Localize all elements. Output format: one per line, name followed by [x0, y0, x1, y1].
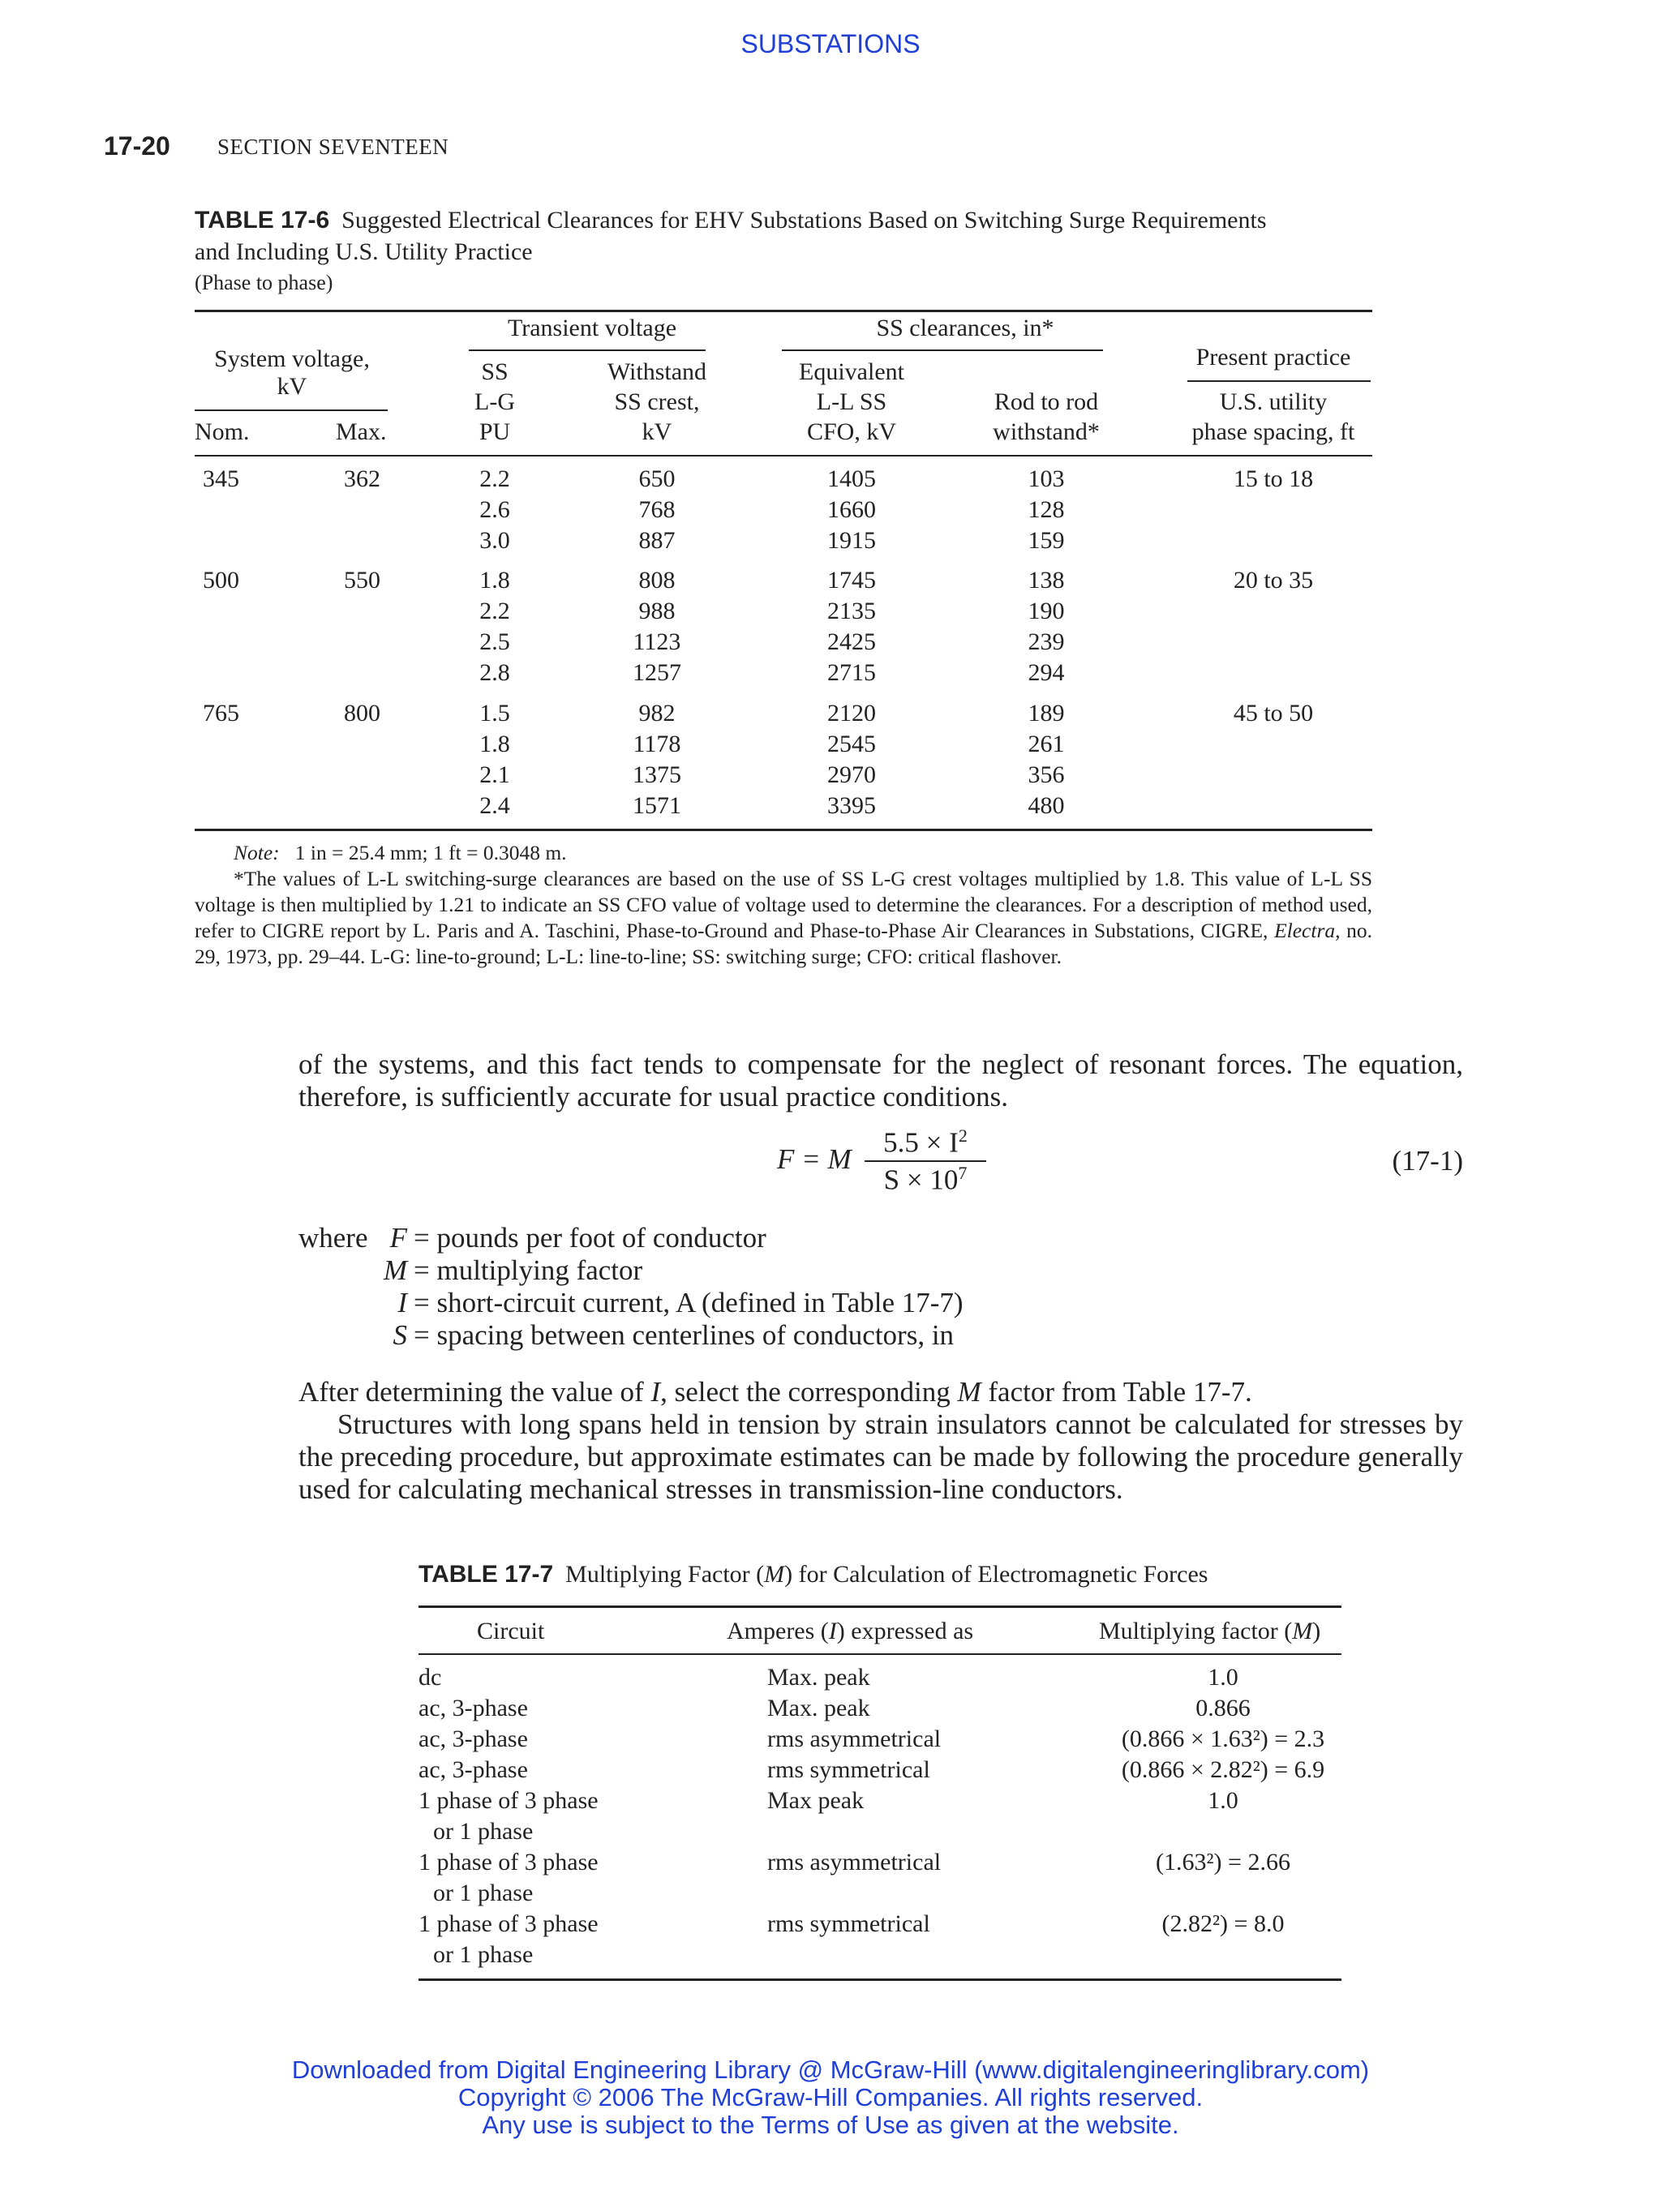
table-17-6-subtitle: (Phase to phase) [195, 271, 333, 294]
phase-spacing: 15 to 18 [1233, 465, 1314, 492]
header-transient-voltage: Transient voltage [507, 315, 677, 341]
header-equivalent-1: Equivalent [799, 358, 904, 385]
cfo-kv: 2970 [827, 761, 876, 788]
header-ss-3: PU [479, 418, 511, 445]
ss-lg-pu: 1.8 [479, 731, 510, 757]
page-number: 17-20 [104, 131, 170, 161]
rod-withstand: 189 [1028, 700, 1065, 727]
present-practice-rule [1187, 380, 1371, 382]
ss-lg-pu: 2.8 [479, 659, 510, 686]
phase-spacing: 20 to 35 [1233, 567, 1314, 594]
phase-spacing: 45 to 50 [1233, 700, 1314, 727]
withstand-crest-kv: 988 [638, 598, 676, 624]
header-us-utility-1: U.S. utility [1219, 388, 1328, 415]
definition-symbol: F [389, 1222, 407, 1254]
withstand-crest-kv: 1375 [633, 761, 681, 788]
header-ss-clearances: SS clearances, in* [876, 315, 1054, 341]
withstand-crest-kv: 1123 [633, 628, 681, 655]
section-label: SECTION SEVENTEEN [217, 135, 449, 159]
t177-title-a: Multiplying Factor ( [565, 1561, 765, 1588]
footnote-text-b: no. 29, 1973, pp. 29–44. L-G: line-to-ground; L-L: line-to-line; SS: switching surge; CFO: critical flashover. [195, 919, 1372, 968]
para1-text: of the systems, and this fact tends to compensate for the neglect of resonant forces. The equation, therefore, is sufficiently accurate for usual practice conditions. [298, 1048, 1463, 1112]
header-withstand-3: kV [642, 418, 672, 445]
t177-title-m: M [764, 1561, 785, 1588]
max-voltage: 550 [344, 567, 380, 594]
footer-download-line: Downloaded from Digital Engineering Library @ McGraw-Hill (www.digitalengineeringlibrary.com) [291, 2056, 1370, 2084]
cfo-kv: 2135 [827, 598, 876, 624]
cfo-kv: 1660 [827, 496, 876, 523]
rod-withstand: 128 [1028, 496, 1065, 523]
withstand-crest-kv: 1571 [633, 792, 681, 819]
t177-header-circuit: Circuit [477, 1618, 545, 1644]
cfo-kv: 2545 [827, 731, 876, 757]
header-rod-2: withstand* [993, 418, 1100, 445]
nom-voltage: 345 [203, 465, 239, 492]
cfo-kv: 3395 [827, 792, 876, 819]
circuit-cell-cont: or 1 phase [433, 1880, 534, 1906]
amperes-cell: rms symmetrical [767, 1910, 930, 1937]
definition-text: = spacing between centerlines of conductors, in [414, 1319, 955, 1351]
withstand-crest-kv: 768 [638, 496, 676, 523]
cfo-kv: 2120 [827, 700, 876, 727]
note-text: 1 in = 25.4 mm; 1 ft = 0.3048 m. [294, 841, 567, 864]
header-bottom-rule [195, 455, 1372, 457]
withstand-crest-kv: 808 [638, 567, 676, 594]
factor-cell: (1.63²) = 2.66 [1156, 1849, 1290, 1875]
equation-number: (17-1) [1392, 1145, 1463, 1177]
ss-lg-pu: 2.5 [479, 628, 510, 655]
footer-copyright-line: Copyright © 2006 The McGraw-Hill Companies. All rights reserved. [457, 2083, 1204, 2111]
circuit-cell-cont: or 1 phase [433, 1818, 534, 1845]
col2-b: ) expressed as [836, 1618, 974, 1644]
header-withstand-1: Withstand [607, 358, 707, 385]
amperes-cell: Max. peak [767, 1664, 870, 1691]
definition-symbol: M [383, 1254, 407, 1286]
header-max: Max. [336, 418, 387, 445]
circuit-cell: ac, 3-phase [418, 1756, 528, 1783]
withstand-crest-kv: 1257 [633, 659, 681, 686]
max-voltage: 800 [344, 700, 380, 727]
nom-voltage: 765 [203, 700, 239, 727]
cfo-kv: 2425 [827, 628, 876, 655]
factor-cell: (0.866 × 2.82²) = 6.9 [1121, 1756, 1325, 1783]
header-system-voltage-2: kV [277, 373, 307, 400]
running-head: SUBSTATIONS [740, 29, 921, 58]
circuit-cell: 1 phase of 3 phase [418, 1849, 599, 1875]
table-17-6-label: TABLE 17-6 [195, 207, 330, 234]
ss-lg-pu: 2.2 [479, 598, 510, 624]
factor-cell: (0.866 × 1.63²) = 2.3 [1121, 1725, 1325, 1752]
ss-lg-pu: 2.6 [479, 496, 510, 523]
cfo-kv: 2715 [827, 659, 876, 686]
nom-voltage: 500 [203, 567, 239, 594]
t177-top-rule [418, 1605, 1341, 1608]
denominator-text: S × 10 [883, 1164, 959, 1196]
cfo-kv: 1405 [827, 465, 876, 492]
t177-header-factor [1099, 1616, 1320, 1647]
rod-withstand: 356 [1028, 761, 1065, 788]
max-voltage: 362 [344, 465, 380, 492]
footnote-journal: Electra, [1274, 919, 1341, 942]
rod-withstand: 294 [1028, 659, 1065, 686]
factor-cell: 1.0 [1208, 1664, 1238, 1691]
note-label: Note: [234, 841, 280, 864]
definition-text: = short-circuit current, A (defined in Table 17-7) [414, 1287, 964, 1318]
table-17-6-notes [195, 840, 1372, 970]
footnote-text-a: *The values of L-L switching-surge clearances are based on the use of SS L-G crest voltages multiplied by 1.8. This value of L-L SS voltage is then multiplied by 1.21 to indicate an SS CFO value of voltage used to determine the clearances. For a description of method used, refer to CIGRE report by L. Paris and A. Taschini, Phase-to-Ground and Phase-to-Phase Air Clearances in Substations, CIGRE, [195, 867, 1372, 942]
para2-c: factor from Table 17-7. [981, 1376, 1252, 1408]
table-top-rule [195, 310, 1372, 312]
circuit-cell-cont: or 1 phase [433, 1941, 534, 1968]
header-present-practice: Present practice [1195, 344, 1351, 371]
t177-bottom-rule [418, 1978, 1341, 1981]
factor-cell: (2.82²) = 8.0 [1161, 1910, 1285, 1937]
amperes-cell: rms symmetrical [767, 1756, 930, 1783]
denominator-sup: 7 [958, 1163, 968, 1183]
table-17-7-label: TABLE 17-7 [418, 1561, 554, 1588]
rod-withstand: 261 [1028, 731, 1065, 757]
header-ss-1: SS [481, 358, 509, 385]
para2-a: After determining the value of [298, 1376, 651, 1408]
ss-lg-pu: 1.5 [479, 700, 510, 727]
para3-text: Structures with long spans held in tension by strain insulators cannot be calculated for stresses by the preceding procedure, but approximate estimates can be made by following the procedure generally used for calculating mechanical stresses in transmission-line conductors. [298, 1408, 1463, 1505]
para2-b: , select the corresponding [660, 1376, 958, 1408]
amperes-cell: rms asymmetrical [767, 1849, 942, 1875]
withstand-crest-kv: 887 [638, 527, 676, 554]
rod-withstand: 138 [1028, 567, 1065, 594]
col2-a: Amperes ( [727, 1618, 829, 1644]
t177-header-rule [418, 1653, 1341, 1655]
withstand-crest-kv: 1178 [633, 731, 681, 757]
numerator-sup: 2 [958, 1125, 968, 1146]
table-bottom-rule [195, 829, 1372, 831]
para2-i: I [650, 1376, 661, 1408]
withstand-crest-kv: 982 [638, 700, 676, 727]
definition-text: = pounds per foot of conductor [414, 1222, 766, 1254]
header-nom: Nom. [195, 418, 250, 445]
ss-lg-pu: 2.2 [479, 465, 510, 492]
rod-withstand: 190 [1028, 598, 1065, 624]
amperes-cell: Max. peak [767, 1695, 870, 1721]
equation-numerator [865, 1125, 986, 1160]
col3-a: Multiplying factor ( [1099, 1618, 1293, 1644]
rod-withstand: 159 [1028, 527, 1065, 554]
factor-cell: 1.0 [1208, 1787, 1238, 1814]
t177-title-b: ) for Calculation of Electromagnetic Forces [784, 1561, 1208, 1588]
equation-lhs: F = M [777, 1143, 852, 1175]
table-17-7-caption [418, 1561, 1208, 1588]
ss-lg-pu: 2.1 [479, 761, 510, 788]
cfo-kv: 1915 [827, 527, 876, 554]
footer [0, 2056, 1661, 2139]
where-label: where [298, 1222, 368, 1254]
header-equivalent-3: CFO, kV [806, 418, 897, 445]
header-withstand-2: SS crest, [614, 388, 700, 415]
body-paragraph-2 [298, 1376, 1463, 1506]
ss-lg-pu: 3.0 [479, 527, 510, 554]
circuit-cell: 1 phase of 3 phase [418, 1787, 599, 1814]
factor-cell: 0.866 [1195, 1695, 1251, 1721]
table-17-6-title-line2: and Including U.S. Utility Practice [195, 238, 533, 265]
circuit-cell: ac, 3-phase [418, 1725, 528, 1752]
system-voltage-rule [195, 409, 388, 411]
para2-m: M [957, 1376, 981, 1408]
header-rod-1: Rod to rod [994, 388, 1099, 415]
rod-withstand: 480 [1028, 792, 1065, 819]
header-equivalent-2: L-L SS [816, 388, 887, 415]
body-paragraph-1 [298, 1048, 1463, 1113]
table-17-6-title-line1: Suggested Electrical Clearances for EHV Substations Based on Switching Surge Requirements [341, 207, 1267, 234]
rod-withstand: 103 [1028, 465, 1065, 492]
header-system-voltage-1: System voltage, [214, 345, 370, 372]
rod-withstand: 239 [1028, 628, 1065, 655]
circuit-cell: dc [418, 1664, 442, 1691]
col3-m: M [1292, 1618, 1313, 1644]
equation-denominator [865, 1163, 986, 1197]
definition-text: = multiplying factor [414, 1254, 643, 1286]
definition-symbol: S [393, 1319, 407, 1351]
numerator-text: 5.5 × I [883, 1126, 959, 1159]
amperes-cell: Max peak [767, 1787, 865, 1814]
transient-voltage-rule [469, 349, 706, 351]
header-us-utility-2: phase spacing, ft [1191, 418, 1355, 445]
ss-lg-pu: 1.8 [479, 567, 510, 594]
col3-b: ) [1312, 1618, 1321, 1644]
withstand-crest-kv: 650 [638, 465, 676, 492]
t177-header-amperes [727, 1616, 973, 1647]
footer-terms-line: Any use is subject to the Terms of Use as given at the website. [482, 2111, 1179, 2139]
definition-symbol: I [397, 1287, 407, 1318]
circuit-cell: ac, 3-phase [418, 1695, 528, 1721]
circuit-cell: 1 phase of 3 phase [418, 1910, 599, 1937]
col2-i: I [828, 1618, 837, 1644]
amperes-cell: rms asymmetrical [767, 1725, 942, 1752]
ss-lg-pu: 2.4 [479, 792, 510, 819]
ss-clearances-rule [782, 349, 1103, 351]
cfo-kv: 1745 [827, 567, 876, 594]
fraction-bar [865, 1160, 986, 1162]
header-ss-2: L-G [474, 388, 515, 415]
